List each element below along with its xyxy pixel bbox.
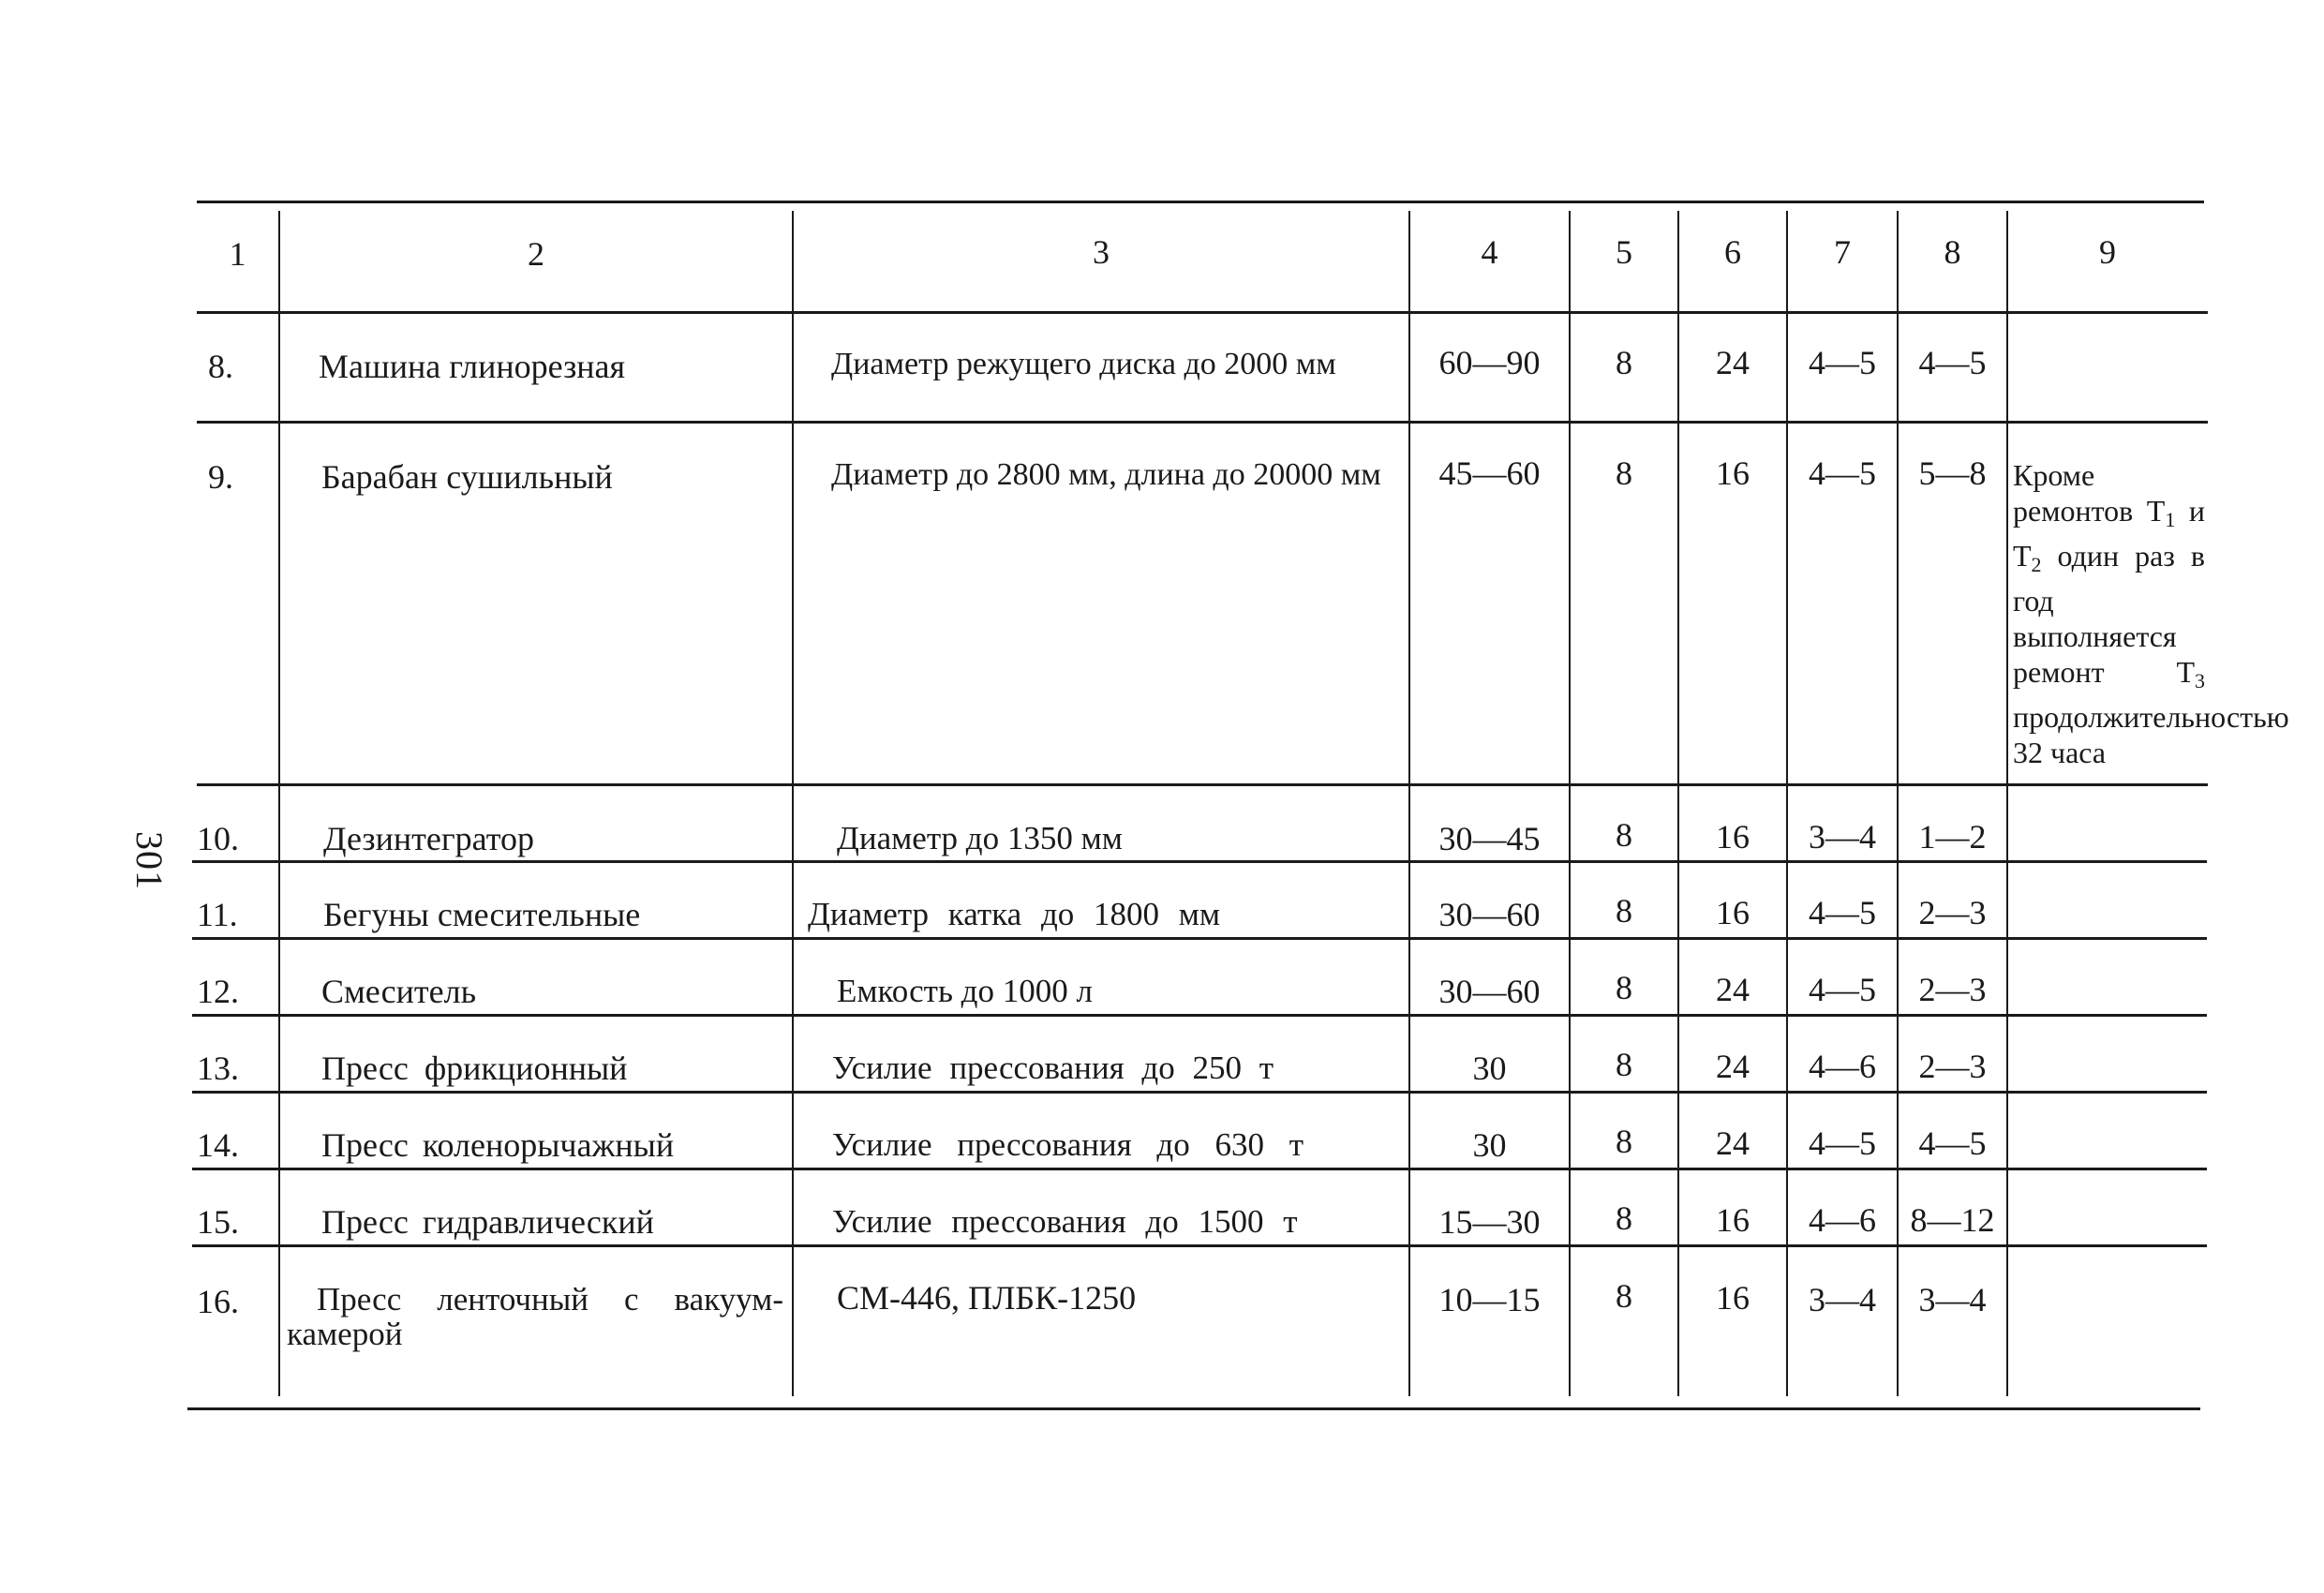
row-rule xyxy=(192,1014,2207,1017)
value-col4: 10—15 xyxy=(1438,1281,1541,1318)
column-divider xyxy=(792,211,794,1396)
equipment-spec: Усилие прессования до 1500 т xyxy=(832,1203,1298,1240)
value-col6: 24 xyxy=(1716,971,1750,1008)
equipment-spec: Емкость до 1000 л xyxy=(837,973,1093,1009)
value-col6: 24 xyxy=(1716,1048,1750,1085)
table-top-rule xyxy=(197,201,2204,203)
value-col6: 16 xyxy=(1716,454,1750,492)
header-cell: 6 xyxy=(1724,233,1741,271)
value-col8: 4—5 xyxy=(1918,344,1987,381)
value-col6: 24 xyxy=(1716,1124,1750,1162)
row-number: 9. xyxy=(208,458,233,496)
value-col4: 30—45 xyxy=(1438,820,1541,857)
page-number: 301 xyxy=(128,831,171,890)
header-cell: 1 xyxy=(229,235,246,273)
row-rule xyxy=(197,783,2208,786)
column-divider xyxy=(278,211,280,1396)
value-col7: 4—5 xyxy=(1809,344,1876,381)
value-col7: 4—5 xyxy=(1809,894,1876,931)
row-rule xyxy=(197,421,2208,424)
value-col5: 8 xyxy=(1616,816,1632,854)
value-col6: 16 xyxy=(1716,1201,1750,1239)
row-number: 14. xyxy=(197,1126,239,1164)
row-number: 13. xyxy=(197,1050,239,1087)
column-divider xyxy=(2006,211,2008,1396)
row-number: 12. xyxy=(197,973,239,1010)
value-col5: 8 xyxy=(1616,454,1632,492)
header-cell: 5 xyxy=(1616,233,1632,271)
header-cell: 7 xyxy=(1834,233,1851,271)
equipment-name: Смеситель xyxy=(321,973,477,1010)
row-number: 10. xyxy=(197,820,239,857)
value-col4: 30—60 xyxy=(1438,896,1541,933)
header-cell: 8 xyxy=(1944,233,1961,271)
value-col8: 1—2 xyxy=(1918,818,1987,856)
equipment-spec: Диаметр до 1350 мм xyxy=(837,820,1123,856)
row-rule xyxy=(192,860,2207,863)
equipment-spec: Диаметр до 2800 мм, длина до 20000 мм xyxy=(831,457,1381,492)
value-col7: 3—4 xyxy=(1809,1281,1876,1318)
value-col5: 8 xyxy=(1616,344,1632,381)
value-col5: 8 xyxy=(1616,1123,1632,1160)
equipment-name: Дезинтегратор xyxy=(323,820,534,857)
value-col7: 4—6 xyxy=(1809,1048,1876,1085)
row-number: 8. xyxy=(208,348,233,385)
value-col4: 30—60 xyxy=(1438,973,1541,1010)
value-col6: 16 xyxy=(1716,894,1750,931)
equipment-name: Пресс фрикционный xyxy=(321,1050,628,1087)
equipment-name: Пресс гидравлический xyxy=(321,1203,654,1241)
value-col6: 24 xyxy=(1716,344,1750,381)
row-number: 16. xyxy=(197,1283,239,1320)
equipment-name: Пресс ленточный с вакуум-камерой xyxy=(287,1281,783,1352)
equipment-spec: Усилие прессования до 630 т xyxy=(832,1126,1304,1163)
value-col7: 3—4 xyxy=(1809,818,1876,856)
value-col7: 4—5 xyxy=(1809,971,1876,1008)
value-col6: 16 xyxy=(1716,818,1750,856)
equipment-spec: СМ-446, ПЛБК-1250 xyxy=(837,1279,1137,1317)
equipment-name: Пресс коленорычажный xyxy=(321,1126,675,1164)
value-col5: 8 xyxy=(1616,1199,1632,1237)
value-col8: 3—4 xyxy=(1918,1281,1987,1318)
value-col5: 8 xyxy=(1616,892,1632,930)
value-col5: 8 xyxy=(1616,1046,1632,1083)
equipment-spec: Усилие прессования до 250 т xyxy=(832,1050,1274,1086)
equipment-spec: Диаметр катка до 1800 мм xyxy=(808,896,1221,932)
value-col4: 30 xyxy=(1472,1126,1507,1164)
value-col8: 2—3 xyxy=(1918,894,1987,931)
header-cell: 9 xyxy=(2099,233,2116,271)
value-col4: 30 xyxy=(1472,1050,1507,1087)
value-col8: 2—3 xyxy=(1918,971,1987,1008)
value-col4: 15—30 xyxy=(1438,1203,1541,1241)
table-bottom-rule xyxy=(187,1407,2200,1410)
value-col4: 60—90 xyxy=(1438,344,1541,381)
row-rule xyxy=(192,1168,2207,1170)
row-rule xyxy=(192,937,2207,940)
value-col7: 4—5 xyxy=(1809,1124,1876,1162)
row-number: 11. xyxy=(197,896,238,933)
equipment-spec: Диаметр режущего диска до 2000 мм xyxy=(831,347,1336,381)
repair-note: Кроме ремонтов $T_1$ и $T_2$ один раз в год выполняется ремонт $T_3$ продолжительностью 32 часа xyxy=(2013,458,2289,769)
header-cell: 2 xyxy=(528,235,544,273)
value-col8: 2—3 xyxy=(1918,1048,1987,1085)
header-cell: 3 xyxy=(1093,233,1110,271)
row-number: 15. xyxy=(197,1203,239,1241)
value-col5: 8 xyxy=(1616,1277,1632,1315)
value-col7: 4—6 xyxy=(1809,1201,1876,1239)
value-col8: 5—8 xyxy=(1918,454,1987,492)
header-cell: 4 xyxy=(1481,233,1498,271)
row-rule xyxy=(192,1244,2207,1247)
equipment-name: Бегуны смесительные xyxy=(323,896,641,933)
value-col8: 8—12 xyxy=(1910,1201,1995,1239)
row-rule xyxy=(192,1091,2207,1094)
value-col4: 45—60 xyxy=(1438,454,1541,492)
equipment-name: Барабан сушильный xyxy=(321,458,613,496)
header-bottom-rule xyxy=(197,311,2208,314)
value-col8: 4—5 xyxy=(1918,1124,1987,1162)
value-col6: 16 xyxy=(1716,1279,1750,1317)
value-col5: 8 xyxy=(1616,969,1632,1006)
equipment-name: Машина глинорезная xyxy=(319,348,626,385)
value-col7: 4—5 xyxy=(1809,454,1876,492)
